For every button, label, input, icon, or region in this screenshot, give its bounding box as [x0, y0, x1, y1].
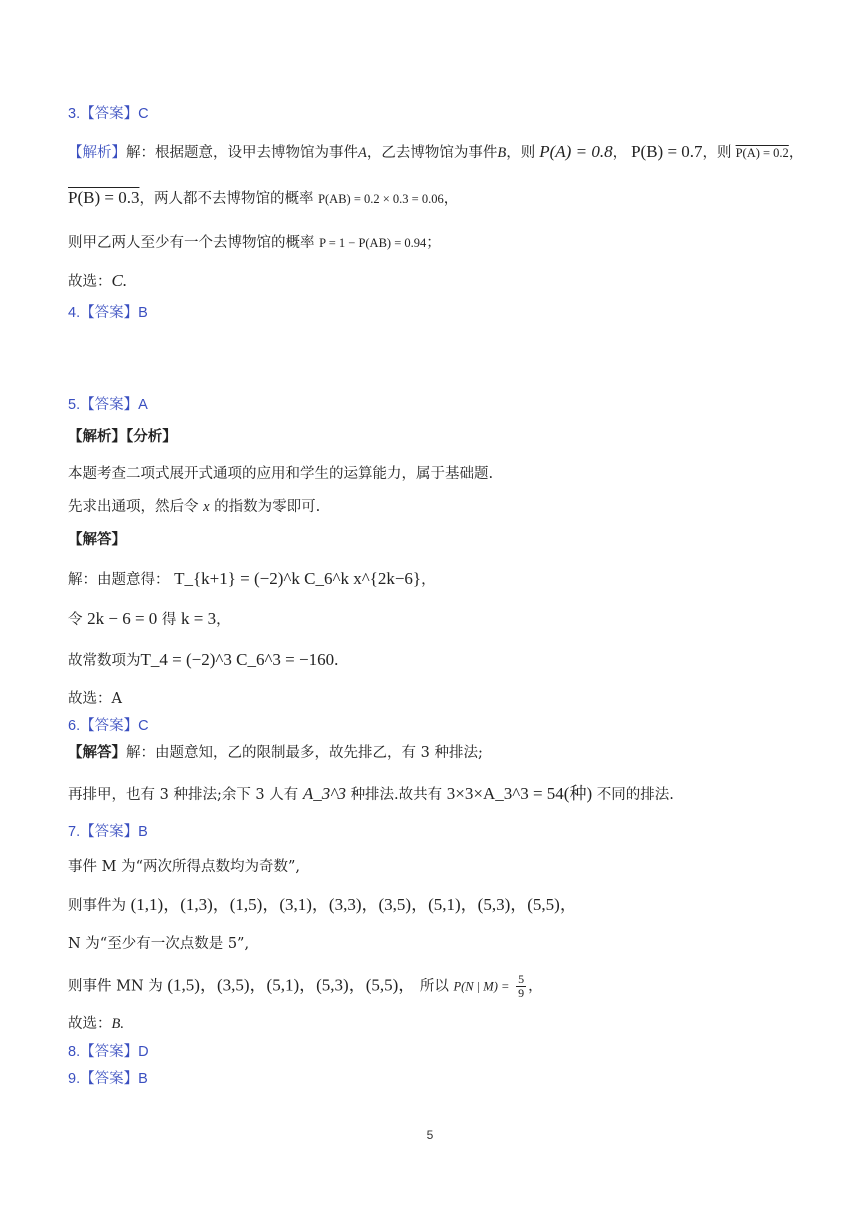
separator: ， [510, 895, 528, 914]
text: 则事件 MN 为 [68, 978, 163, 995]
analysis-tag: 【解析】 [68, 145, 126, 161]
q7-line-1: 事件 M 为“两次所得点数均为奇数”, [68, 859, 300, 875]
separator: ， [311, 895, 329, 914]
formula-t4: T_4 = (−2)^3 C_6^3 = −160. [140, 650, 339, 669]
q6-line-1 [68, 743, 483, 763]
text: ，则 [506, 145, 536, 161]
event-pair: (5,3) [316, 975, 349, 995]
event-pair: (3,3) [328, 895, 362, 914]
var-b: B [497, 145, 507, 161]
q4-answer: 4.【答案】B [68, 305, 148, 321]
text: 解：由题意得： [68, 572, 170, 588]
q5-line-2 [68, 497, 320, 517]
q5-step-1 [68, 569, 436, 590]
separator: ， [163, 895, 181, 914]
q7-answer: 7.【答案】B [68, 824, 148, 840]
text: 所以 [419, 978, 449, 995]
text: 令 [68, 612, 83, 628]
separator: ， [411, 895, 429, 914]
separator: ， [361, 895, 379, 914]
formula-pnm: P(N | M) = [453, 979, 510, 994]
q7-choose [68, 1014, 124, 1034]
event-pair: (5,5) [527, 895, 560, 914]
text: 故选： [68, 1016, 112, 1032]
formula-p: P = 1 − P(AB) = 0.94 [319, 236, 427, 250]
numerator: 5 [518, 972, 525, 986]
page-number: 5 [426, 1128, 434, 1142]
separator: ， [348, 975, 366, 995]
text: 不同的排法. [596, 787, 674, 803]
separator: ， [249, 975, 267, 995]
text: 解：根据题意，设甲去博物馆为事件 [126, 145, 358, 161]
text: 故选： [68, 274, 112, 290]
event-pair: (1,5) [167, 975, 200, 995]
formula-a33: A_3^3 [302, 784, 346, 803]
q6-answer: 6.【答案】C [68, 718, 149, 734]
solve-tag: 【解答】 [68, 744, 126, 761]
event-pair: (1,3) [180, 895, 213, 914]
var-a: A [358, 145, 367, 161]
formula-eq: 2k − 6 = 0 [87, 609, 158, 628]
text: 的指数为零即可. [214, 499, 321, 515]
text: 得 [161, 612, 177, 628]
formula-pb-bar: P(B) = 0.3 [68, 188, 140, 207]
event-list-mn [167, 976, 415, 995]
event-pair: (5,1) [428, 895, 461, 914]
text: ； [426, 235, 441, 251]
choice: C. [111, 271, 128, 290]
q8-answer: 8.【答案】D [68, 1044, 149, 1060]
separator: ， [299, 975, 317, 995]
separator: ， [460, 895, 478, 914]
separator: ， [199, 975, 217, 995]
text: ， [443, 191, 459, 207]
separator: ， [398, 975, 416, 995]
q7-line-2 [68, 895, 577, 916]
event-pair: (3,5) [378, 895, 412, 914]
event-pair: (3,1) [279, 895, 312, 914]
text: 则事件为 [68, 898, 126, 914]
event-pair: (5,1) [266, 975, 300, 995]
separator: ， [559, 895, 577, 914]
formula-count: 3×3×A_3^3 = 54(种) [446, 784, 593, 803]
text: 种排法.故共有 [350, 787, 443, 803]
formula-pb: P(B) = 0.7 [631, 142, 703, 161]
event-pair: (3,5) [216, 975, 250, 995]
text: ， [788, 145, 804, 161]
text: 解：由题意知，乙的限制最多，故先排乙，有 3 种排法; [126, 745, 483, 761]
formula-k: k = 3 [181, 609, 217, 628]
q5-choose: 故选：A [68, 691, 122, 707]
fraction [516, 973, 526, 1000]
event-pair: (1,1) [130, 895, 164, 914]
event-list-m [131, 895, 577, 914]
separator: ， [262, 895, 280, 914]
text: ， [216, 612, 231, 628]
q6-line-2 [68, 784, 674, 805]
event-pair: (1,5) [229, 895, 263, 914]
choice: B. [111, 1016, 124, 1032]
text: ，两人都不去博物馆的概率 [139, 191, 314, 207]
formula-tk: T_{k+1} = (−2)^k C_6^k x^{2k−6} [174, 569, 422, 588]
q3-analysis-line-2 [68, 188, 458, 209]
q5-solve: 【解答】 [68, 531, 126, 548]
q5-step-2 [68, 609, 231, 630]
text: 再排甲，也有 3 种排法;余下 3 人有 [68, 787, 299, 803]
formula-pa: P(A) = 0.8 [539, 142, 613, 161]
text: ，则 [702, 145, 732, 161]
event-pair: (5,5) [365, 975, 399, 995]
q5-line-1: 本题考查二项式展开式通项的应用和学生的运算能力，属于基础题. [68, 466, 494, 482]
q5-tag: 【解析】【分析】 [68, 428, 177, 445]
q3-analysis-line-1 [68, 142, 803, 163]
text: 则甲乙两人至少有一个去博物馆的概率 [68, 235, 315, 251]
text: ， [612, 145, 628, 161]
q7-line-3: N 为“至少有一次点数是 5”, [68, 936, 250, 952]
denominator: 9 [518, 986, 525, 1000]
formula-pa-bar: P(A) = 0.2 [735, 146, 789, 160]
q5-answer: 5.【答案】A [68, 397, 148, 413]
var-x: x [203, 499, 210, 515]
q5-step-3 [68, 650, 338, 671]
text: ， [421, 572, 436, 588]
formula-pab: P(AB) = 0.2 × 0.3 = 0.06 [318, 192, 444, 206]
q3-analysis-line-3 [68, 233, 441, 253]
separator: ， [212, 895, 230, 914]
q3-choose [68, 271, 127, 292]
q3-answer: 3.【答案】C [68, 106, 149, 122]
text: 故常数项为 [68, 653, 141, 669]
event-pair: (5,3) [477, 895, 511, 914]
q7-line-4: 则事件 MN 为 (1,5)，(3,5)，(5,1)，(5,3)，(5,5)， 所以 P(N | M) = $\frac{5}{9}$ ， [68, 972, 543, 1000]
text: 先求出通项，然后令 [68, 499, 199, 515]
q9-answer: 9.【答案】B [68, 1071, 148, 1087]
text: ，乙去博物馆为事件 [366, 145, 498, 161]
